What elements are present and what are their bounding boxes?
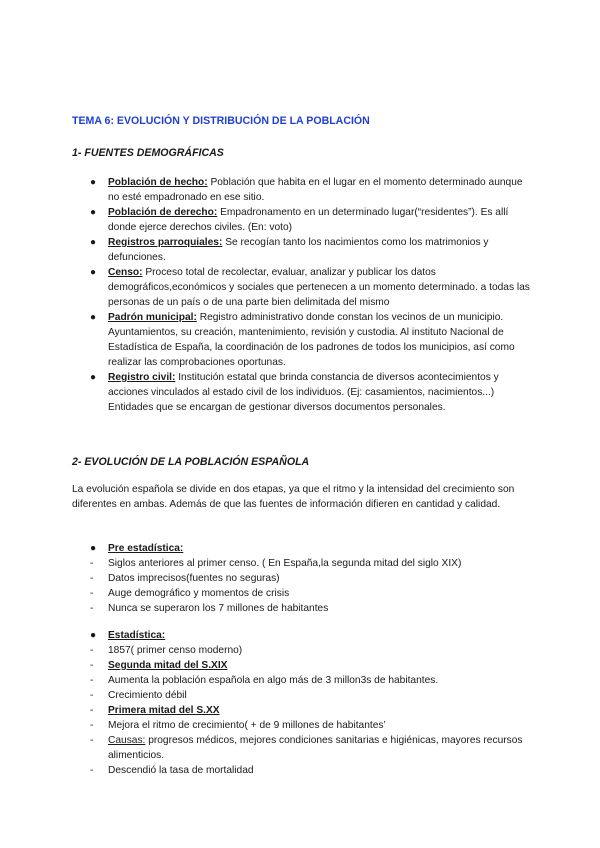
dash-icon: - [90,690,94,701]
list-item: - Crecimiento débil [90,690,187,701]
bullet-icon: ● [90,543,97,554]
list-item: ● Población de derecho: Empadronamento en un determinado lugar(“residentes”). Es allí donde ejerce derechos civiles. (En: voto) [90,207,509,233]
dash-icon: - [90,765,94,776]
list-item: ● Estadística: [90,630,166,641]
dash-icon: - [90,588,94,599]
dash-icon: - [90,660,94,671]
list-item: - Segunda mitad del S.XIX [90,660,228,671]
dash-icon: - [90,558,94,569]
list-item: - 1857( primer censo moderno) [90,645,243,656]
dash-icon: - [90,720,94,731]
bullet-icon: ● [90,372,97,383]
dash-icon: - [90,573,94,584]
list-item: - Datos imprecisos(fuentes no seguras) [90,573,280,584]
list-item: - Primera mitad del S.XX [90,705,220,716]
list-item: ● Censo: Proceso total de recolectar, evaluar, analizar y publicar los datos demográficos,económicos y sociales que pertenecen a un momento determinado. a todas las personas de un país o de una parte bien delimitada del mismo [90,267,530,308]
section-heading-fuentes: 1- FUENTES DEMOGRÁFICAS [72,147,224,159]
bullet-icon: ● [90,267,97,278]
dash-icon: - [90,735,94,746]
bullet-icon: ● [90,177,97,188]
pre-estadistica-block [72,541,532,616]
bullet-icon: ● [90,630,97,641]
list-item: - Causas: progresos médicos, mejores condiciones sanitarias e higiénicas, mayores recursos alimenticios. [90,735,523,761]
intro-paragraph: La evolución española se divide en dos etapas, ya que el ritmo y la intensidad del crecimiento son diferentes en ambas. Además de que las fuentes de información difieren en cantidad y calidad. [72,484,515,510]
bullet-icon: ● [90,312,97,323]
page-title: TEMA 6: EVOLUCIÓN Y DISTRIBUCIÓN DE LA POBLACIÓN [72,115,370,127]
list-item: - Nunca se superaron los 7 millones de habitantes [90,603,329,614]
bullet-icon: ● [90,237,97,248]
bullet-icon: ● [90,207,97,218]
list-item: - Auge demográfico y momentos de crisis [90,588,290,599]
list-item: ● Población de hecho: Población que habita en el lugar en el momento determinado aunque no esté empadronado en ese sitio. [90,177,523,203]
list-item: - Aumenta la población española en algo más de 3 millon3s de habitantes. [90,675,439,686]
list-item: ● Registros parroquiales: Se recogían tanto los nacimientos como los matrimonios y defunciones. [90,237,489,263]
list-item: ● Pre estadística: [90,543,184,554]
dash-icon: - [90,603,94,614]
dash-icon: - [90,675,94,686]
list-item: ● Registro civil: Institución estatal que brinda constancia de diversos acontecimientos y acciones vinculados al estado civil de los individuos. (Ej: casamientos, nacimientos...) Entidades que se encargan de gestionar diversos documentos personales. [90,372,499,413]
list-item: - Descendió la tasa de mortalidad [90,765,254,776]
section-heading-evolucion: 2- EVOLUCIÓN DE LA POBLACIÓN ESPAÑOLA [72,456,310,468]
estadistica-block [72,628,532,778]
fuentes-list [72,175,532,415]
dash-icon: - [90,705,94,716]
dash-icon: - [90,645,94,656]
list-item: - Mejora el ritmo de crecimiento( + de 9 millones de habitantes’ [90,720,386,731]
list-item: ● Padrón municipal: Registro administrativo donde constan los vecinos de un municipio. Ayuntamientos, su creación, mantenimiento, revisión y custodia. Al instituto Nacional de Estadística de España, la coordinación de los padrones de todos los municipios, así como realizar las comprobaciones oportunas. [90,312,515,368]
list-item: - Siglos anteriores al primer censo. ( En España,la segunda mitad del siglo XIX) [90,558,462,569]
